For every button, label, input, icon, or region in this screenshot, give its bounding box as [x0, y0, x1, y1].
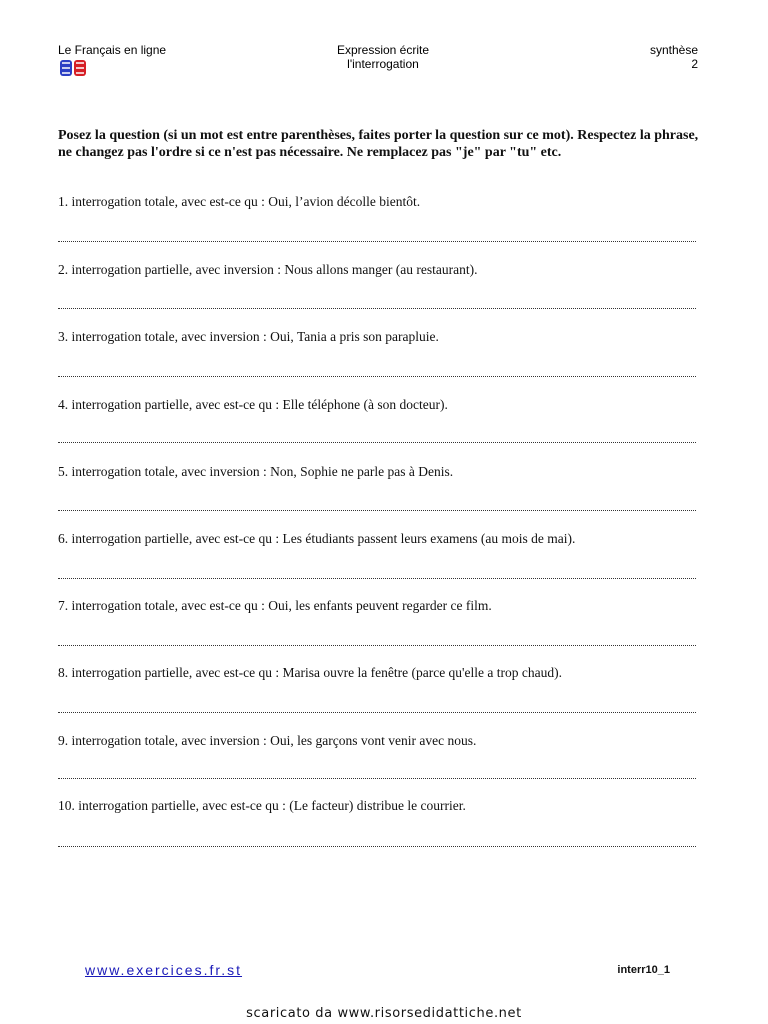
question-3: 3. interrogation totale, avec inversion : Oui, Tania a pris son parapluie.: [58, 329, 439, 344]
answer-line-8[interactable]: [58, 712, 696, 713]
question-7: 7. interrogation totale, avec est-ce qu : Oui, les enfants peuvent regarder ce film.: [58, 598, 492, 613]
header-right: [650, 43, 698, 71]
answer-line-5[interactable]: [58, 510, 696, 511]
question-10: 10. interrogation partielle, avec est-ce qu : (Le facteur) distribue le courrier.: [58, 798, 466, 813]
answer-line-9[interactable]: [58, 778, 696, 779]
answer-line-4[interactable]: [58, 442, 696, 443]
question-8: 8. interrogation partielle, avec est-ce qu : Marisa ouvre la fenêtre (parce qu'elle a trop chaud).: [58, 665, 562, 680]
question-1: 1. interrogation totale, avec est-ce qu : Oui, l’avion décolle bientôt.: [58, 194, 421, 209]
document-code: interr10_1: [617, 964, 670, 976]
question-5: 5. interrogation totale, avec inversion : Non, Sophie ne parle pas à Denis.: [58, 464, 454, 479]
download-source: scaricato da www.risorsedidattiche.net: [246, 1006, 522, 1021]
header-center: [283, 43, 483, 71]
question-4: 4. interrogation partielle, avec est-ce qu : Elle téléphone (à son docteur).: [58, 397, 448, 412]
answer-line-6[interactable]: [58, 578, 696, 579]
exercise-number: 2: [691, 57, 698, 71]
site-link[interactable]: www.exercices.fr.st: [85, 962, 243, 978]
answer-line-3[interactable]: [58, 376, 696, 377]
answer-line-2[interactable]: [58, 308, 696, 309]
instructions: Posez la question (si un mot est entre parenthèses, faites porter la question sur ce mot). Respectez la phrase, ne changez pas l'ordre si ce n'est pas nécessaire. Ne remplacez pas "je" par "tu" etc.: [58, 128, 699, 160]
site-logo-icon: [59, 59, 87, 77]
answer-line-7[interactable]: [58, 645, 696, 646]
answer-line-10[interactable]: [58, 846, 696, 847]
question-9: 9. interrogation totale, avec inversion : Oui, les garçons vont venir avec nous.: [58, 733, 477, 748]
exercise-category: synthèse: [649, 43, 698, 57]
exercise-type: Expression écrite: [336, 43, 430, 57]
site-name: Le Français en ligne: [58, 43, 167, 57]
question-6: 6. interrogation partielle, avec est-ce qu : Les étudiants passent leurs examens (au mois de mai).: [58, 531, 576, 546]
answer-line-1[interactable]: [58, 241, 696, 242]
header-left: [58, 43, 166, 57]
question-2: 2. interrogation partielle, avec inversion : Nous allons manger (au restaurant).: [58, 262, 478, 277]
exercise-topic: l'interrogation: [347, 57, 419, 71]
